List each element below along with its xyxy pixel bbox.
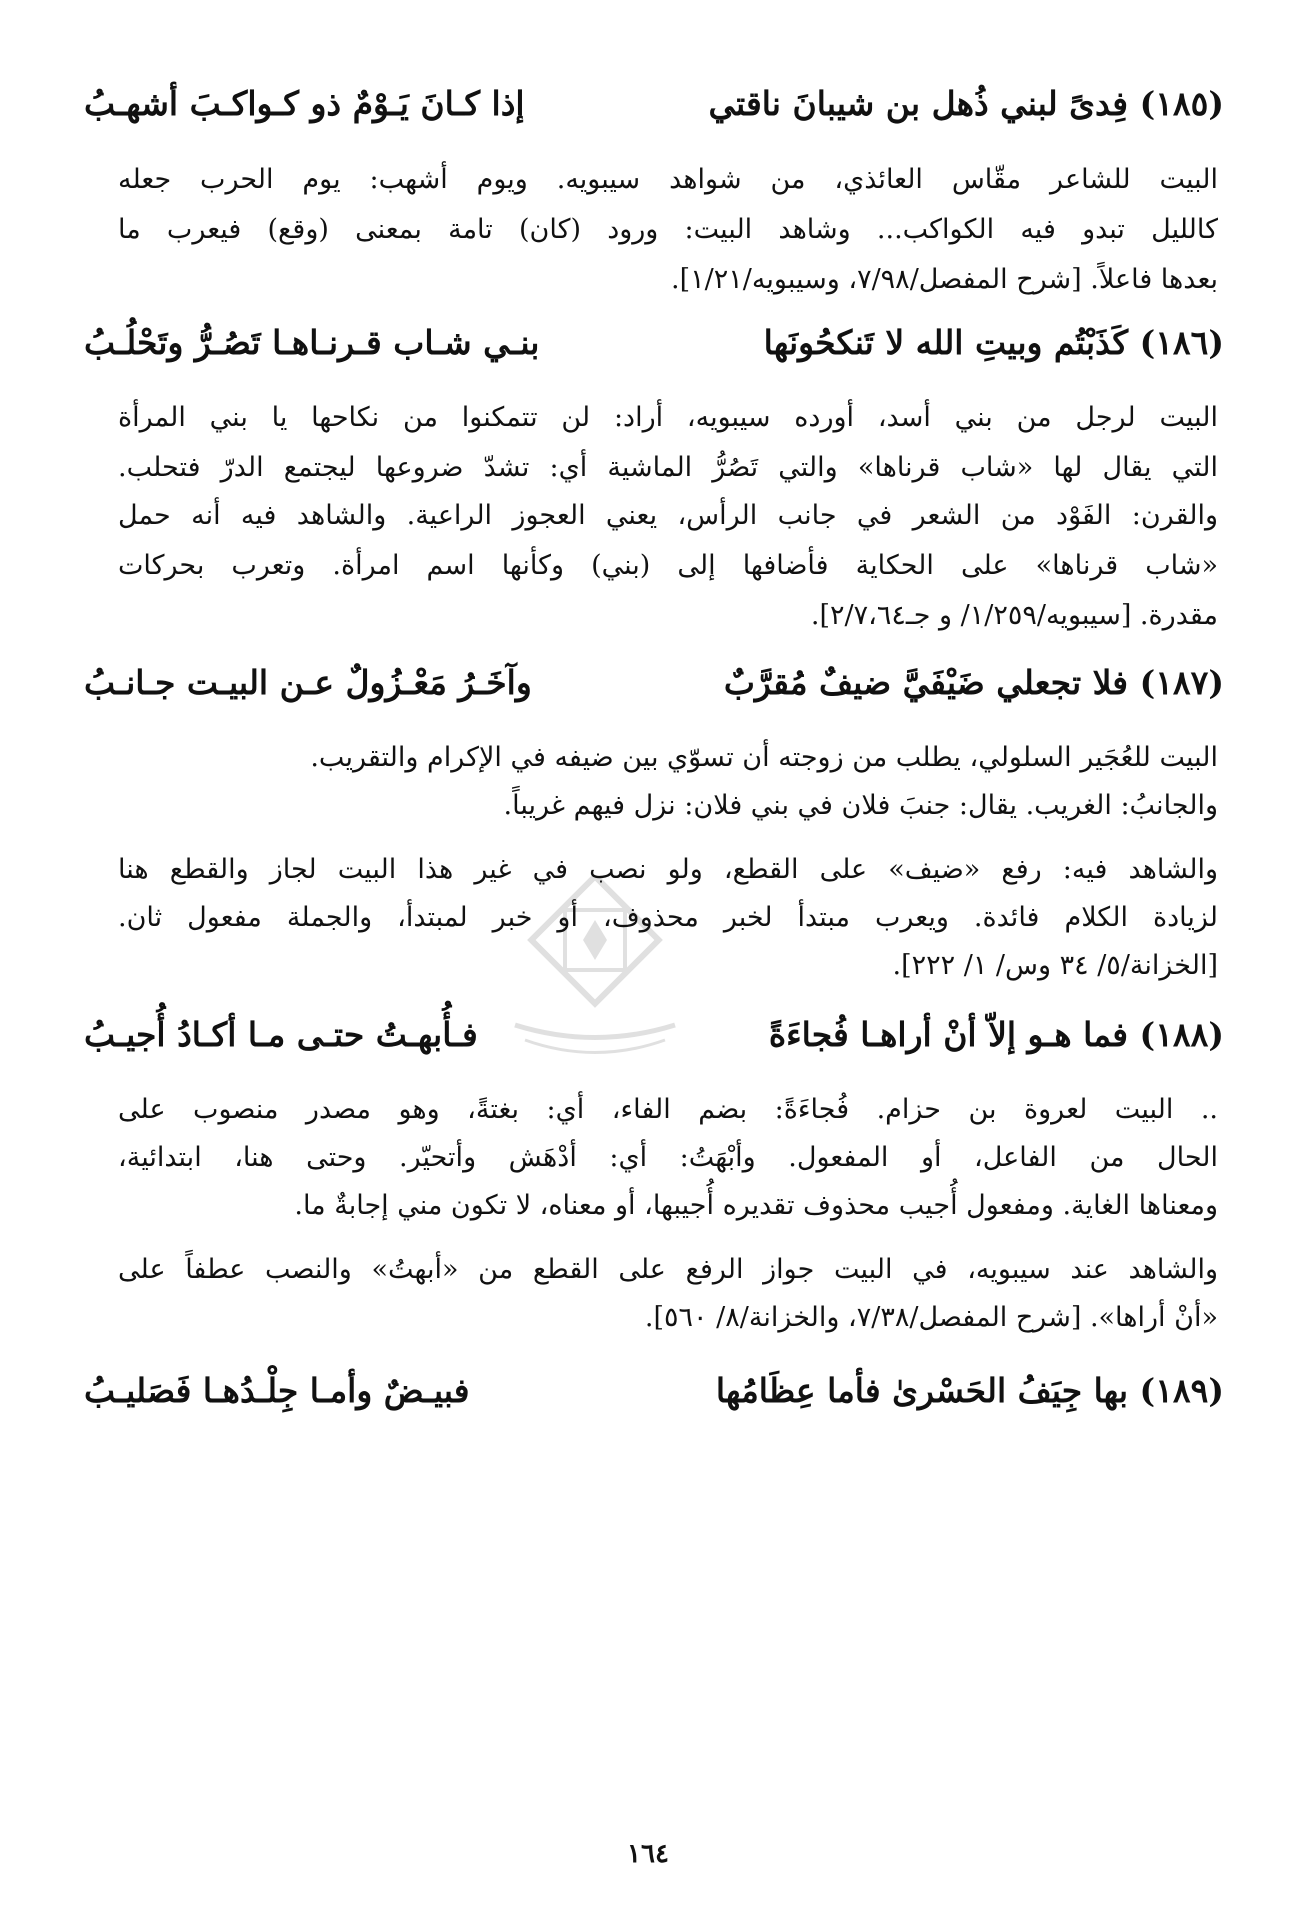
- verse-185-first-hemistich: (١٨٥) فِدىً لبني ذُهل بن شيبانَ ناقتي: [708, 84, 1224, 123]
- commentary-187-line-4: لزيادة الكلام فائدة. ويعرب مبتدأ لخبر محذوف، أو خبر لمبتدأ، والجملة مفعول ثان.: [118, 902, 1218, 933]
- commentary-186-line-1: البيت لرجل من بني أسد، أورده سيبويه، أراد: لن تتمكنوا من نكاحها يا بني المرأة: [118, 402, 1218, 433]
- page-number: ١٦٤: [627, 1839, 669, 1869]
- verse-188-second-hemistich: فـأُبهـتُ حتـى مـا أكـادُ أُجيـبُ: [84, 1015, 478, 1054]
- commentary-187-line-3: والشاهد فيه: رفع «ضيف» على القطع، ولو نصب في غير هذا البيت لجاز والقطع هنا: [118, 854, 1218, 885]
- verse-187-first-hemistich: (١٨٧) فلا تجعلي ضَيْفَيَّ ضيفٌ مُقرَّبٌ: [723, 663, 1224, 702]
- commentary-188-line-2: الحال من الفاعل، أو المفعول. وأبْهَتُ: أي: أدْهَش وأتحيّر. وحتى هنا، ابتدائية،: [118, 1142, 1218, 1173]
- commentary-185-line-1: البيت للشاعر مقّاس العائذي، من شواهد سيبويه. ويوم أشهب: يوم الحرب جعله: [118, 164, 1218, 195]
- commentary-188-line-3: ومعناها الغاية. ومفعول أُجيب محذوف تقديره أُجيبها، أو معناه، لا تكون مني إجابةٌ ما.: [294, 1190, 1218, 1221]
- commentary-186-line-4: «شاب قرناها» على الحكاية فأضافها إلى (بني) وكأنها اسم امرأة. وتعرب بحركات: [118, 550, 1218, 581]
- verse-188-first-hemistich: (١٨٨) فما هـو إلاّ أنْ أراهـا فُجاءَةً: [768, 1015, 1224, 1054]
- verse-185-second-hemistich: إذا كـانَ يَـوْمٌ ذو كـواكـبَ أشهـبُ: [84, 84, 525, 123]
- verse-186-first-hemistich: (١٨٦) كَذَبْتُم وبيتِ الله لا تَنكحُونَها: [763, 323, 1224, 362]
- commentary-185-line-2: كالليل تبدو فيه الكواكب... وشاهد البيت: ورود (كان) تامة بمعنى (وقع) فيعرب ما: [118, 214, 1218, 245]
- verse-187-second-hemistich: وآخَـرُ مَعْـزُولٌ عـن البيـت جـانـبُ: [84, 663, 532, 702]
- commentary-187-line-5: [الخزانة/٥/ ٣٤ وس/ ١/ ٢٢٢].: [892, 950, 1218, 981]
- verse-189-second-hemistich: فبيـضٌ وأمـا جِلْـدُهـا فَصَليـبُ: [84, 1371, 470, 1410]
- commentary-185-line-3: بعدها فاعلاً. [شرح المفصل/٧/٩٨، وسيبويه/١/٢١].: [671, 264, 1218, 295]
- verse-186-second-hemistich: بنـي شـاب قـرنـاهـا تَصُـرُّ وتَحْلُـبُ: [84, 323, 540, 362]
- commentary-188-line-5: «أنْ أراها». [شرح المفصل/٧/٣٨، والخزانة/٨/ ٥٦٠].: [644, 1302, 1218, 1333]
- commentary-186-line-2: التي يقال لها «شاب قرناها» والتي تَصُرُّ الماشية أي: تشدّ ضروعها ليجتمع الدرّ فتحلب.: [118, 452, 1218, 483]
- commentary-188-line-1: .. البيت لعروة بن حزام. فُجاءَةً: بضم الفاء، أي: بغتةً، وهو مصدر منصوب على: [118, 1094, 1218, 1125]
- commentary-187-line-1: البيت للعُجَير السلولي، يطلب من زوجته أن تسوّي بين ضيفه في الإكرام والتقريب.: [310, 742, 1218, 773]
- commentary-186-line-3: والقرن: الفَوْد من الشعر في جانب الرأس، يعني العجوز الراعية. والشاهد فيه أنه حمل: [118, 500, 1218, 531]
- commentary-188-line-4: والشاهد عند سيبويه، في البيت جواز الرفع على القطع من «أبهتُ» والنصب عطفاً على: [118, 1254, 1218, 1285]
- commentary-187-line-2: والجانبُ: الغريب. يقال: جنبَ فلان في بني فلان: نزل فيهم غريباً.: [503, 790, 1218, 821]
- commentary-186-line-5: مقدرة. [سيبويه/١/٢٥٩/ و جـ٢/٧،٦٤].: [810, 600, 1218, 631]
- verse-189-first-hemistich: (١٨٩) بها جِيَفُ الحَسْرىٰ فأما عِظَامُها: [715, 1371, 1224, 1410]
